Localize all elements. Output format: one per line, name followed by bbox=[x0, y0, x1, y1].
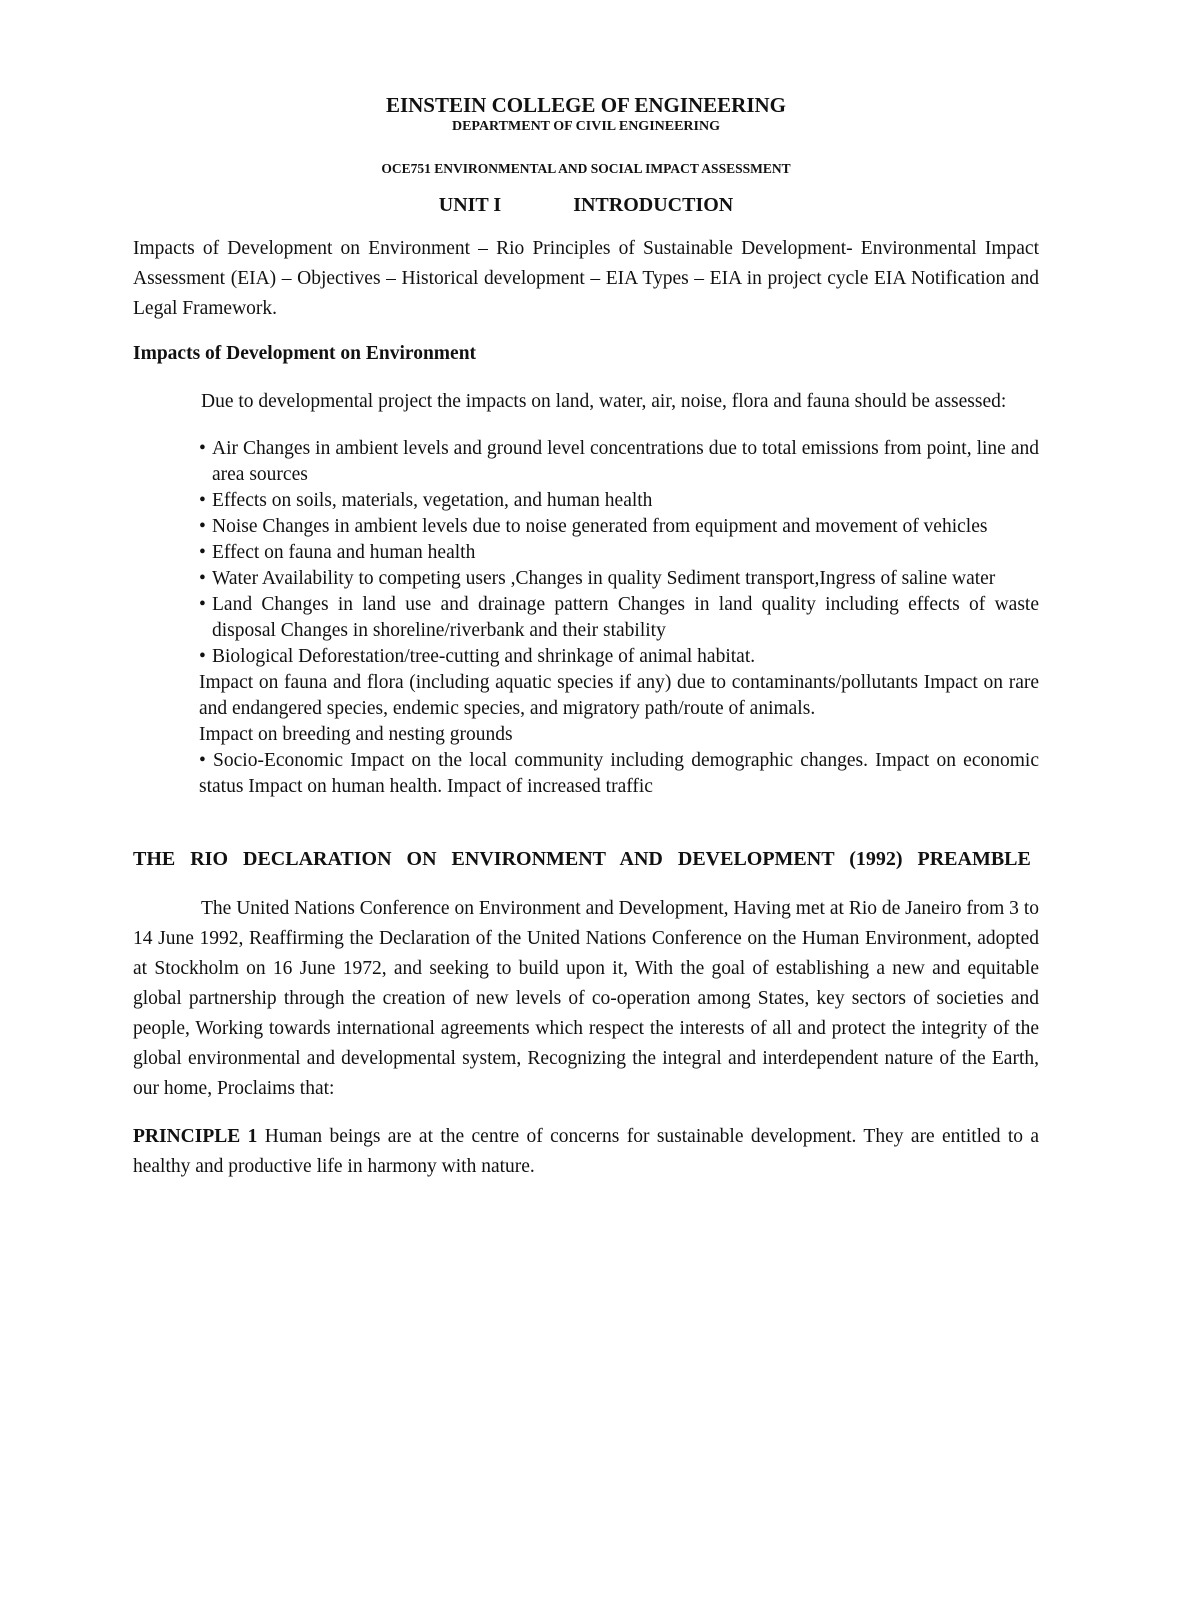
impacts-list bbox=[133, 436, 1039, 670]
list-item bbox=[199, 436, 1039, 488]
socio-economic-impact-text: • Socio-Economic Impact on the local community including demographic changes. Impact on economic status Impact on human health. Impact of increased traffic bbox=[199, 750, 1039, 797]
bullet-icon: • bbox=[199, 646, 206, 667]
bullet-icon: • bbox=[199, 490, 206, 511]
bullet-icon: • bbox=[199, 568, 206, 589]
impacts-heading: Impacts of Development on Environment bbox=[133, 343, 477, 364]
list-item-text: Air Changes in ambient levels and ground level concentrations due to total emissions from point, line and area sources bbox=[212, 438, 1039, 485]
course-title: OCE751 ENVIRONMENTAL AND SOCIAL IMPACT ASSESSMENT bbox=[381, 161, 791, 176]
impacts-intro-paragraph: Due to developmental project the impacts on land, water, air, noise, flora and fauna should be assessed: bbox=[201, 391, 1007, 412]
breeding-impact-text: Impact on breeding and nesting grounds bbox=[199, 724, 513, 745]
document-page bbox=[133, 92, 1039, 1182]
list-item bbox=[199, 592, 1039, 644]
list-item-text: Effect on fauna and human health bbox=[212, 542, 476, 563]
list-item-text: Effects on soils, materials, vegetation, and human health bbox=[212, 490, 653, 511]
unit-title: INTRODUCTION bbox=[573, 194, 734, 216]
bullet-icon: • bbox=[199, 542, 206, 563]
rio-preamble-paragraph: The United Nations Conference on Environment and Development, Having met at Rio de Janeiro from 3 to 14 June 1992, Reaffirming the Declaration of the United Nations Conference on the Human Environment, adopted at Stockholm on 16 June 1972, and seeking to build upon it, With the goal of establishing a new and equitable global partnership through the creation of new levels of co-operation among States, key sectors of societies and people, Working towards international agreements which respect the interests of all and protect the integrity of the global environmental and developmental system, Recognizing the integral and interdependent nature of the Earth, our home, Proclaims that: bbox=[133, 898, 1039, 1099]
unit-heading bbox=[133, 192, 1039, 218]
fauna-impact-text: Impact on fauna and flora (including aquatic species if any) due to contaminants/pollutants Impact on rare and endangered species, endemic species, and migratory path/route of animals. bbox=[199, 672, 1039, 719]
unit-number: UNIT I bbox=[438, 194, 502, 216]
bullet-icon: • bbox=[199, 594, 206, 615]
syllabus-paragraph: Impacts of Development on Environment – Rio Principles of Sustainable Development- Environmental Impact Assessment (EIA) – Objectives – Historical development – EIA Types – EIA in project cycle EIA Notification and Legal Framework. bbox=[133, 238, 1039, 319]
rio-declaration-heading: THE RIO DECLARATION ON ENVIRONMENT AND DEVELOPMENT (1992) PREAMBLE bbox=[133, 848, 1031, 870]
list-item-text: Water Availability to competing users ,Changes in quality Sediment transport,Ingress of saline water bbox=[212, 568, 996, 589]
list-item bbox=[199, 644, 1039, 670]
department-name: DEPARTMENT OF CIVIL ENGINEERING bbox=[451, 119, 720, 134]
bullet-icon: • bbox=[199, 438, 206, 459]
college-name: EINSTEIN COLLEGE OF ENGINEERING bbox=[385, 93, 787, 117]
list-item bbox=[199, 566, 1039, 592]
list-item bbox=[199, 514, 1039, 540]
bullet-icon: • bbox=[199, 516, 206, 537]
principle-1-paragraph bbox=[133, 1122, 1039, 1182]
list-item bbox=[199, 540, 1039, 566]
list-item-text: Noise Changes in ambient levels due to noise generated from equipment and movement of vehicles bbox=[212, 516, 988, 537]
list-item-text: Biological Deforestation/tree-cutting and shrinkage of animal habitat. bbox=[212, 646, 756, 667]
list-item bbox=[199, 488, 1039, 514]
principle-label: PRINCIPLE 1 bbox=[133, 1126, 258, 1147]
principle-text: Human beings are at the centre of concerns for sustainable development. They are entitled to a healthy and productive life in harmony with nature. bbox=[133, 1126, 1040, 1177]
list-item-text: Land Changes in land use and drainage pattern Changes in land quality including effects of waste disposal Changes in shoreline/riverbank and their stability bbox=[212, 594, 1039, 641]
